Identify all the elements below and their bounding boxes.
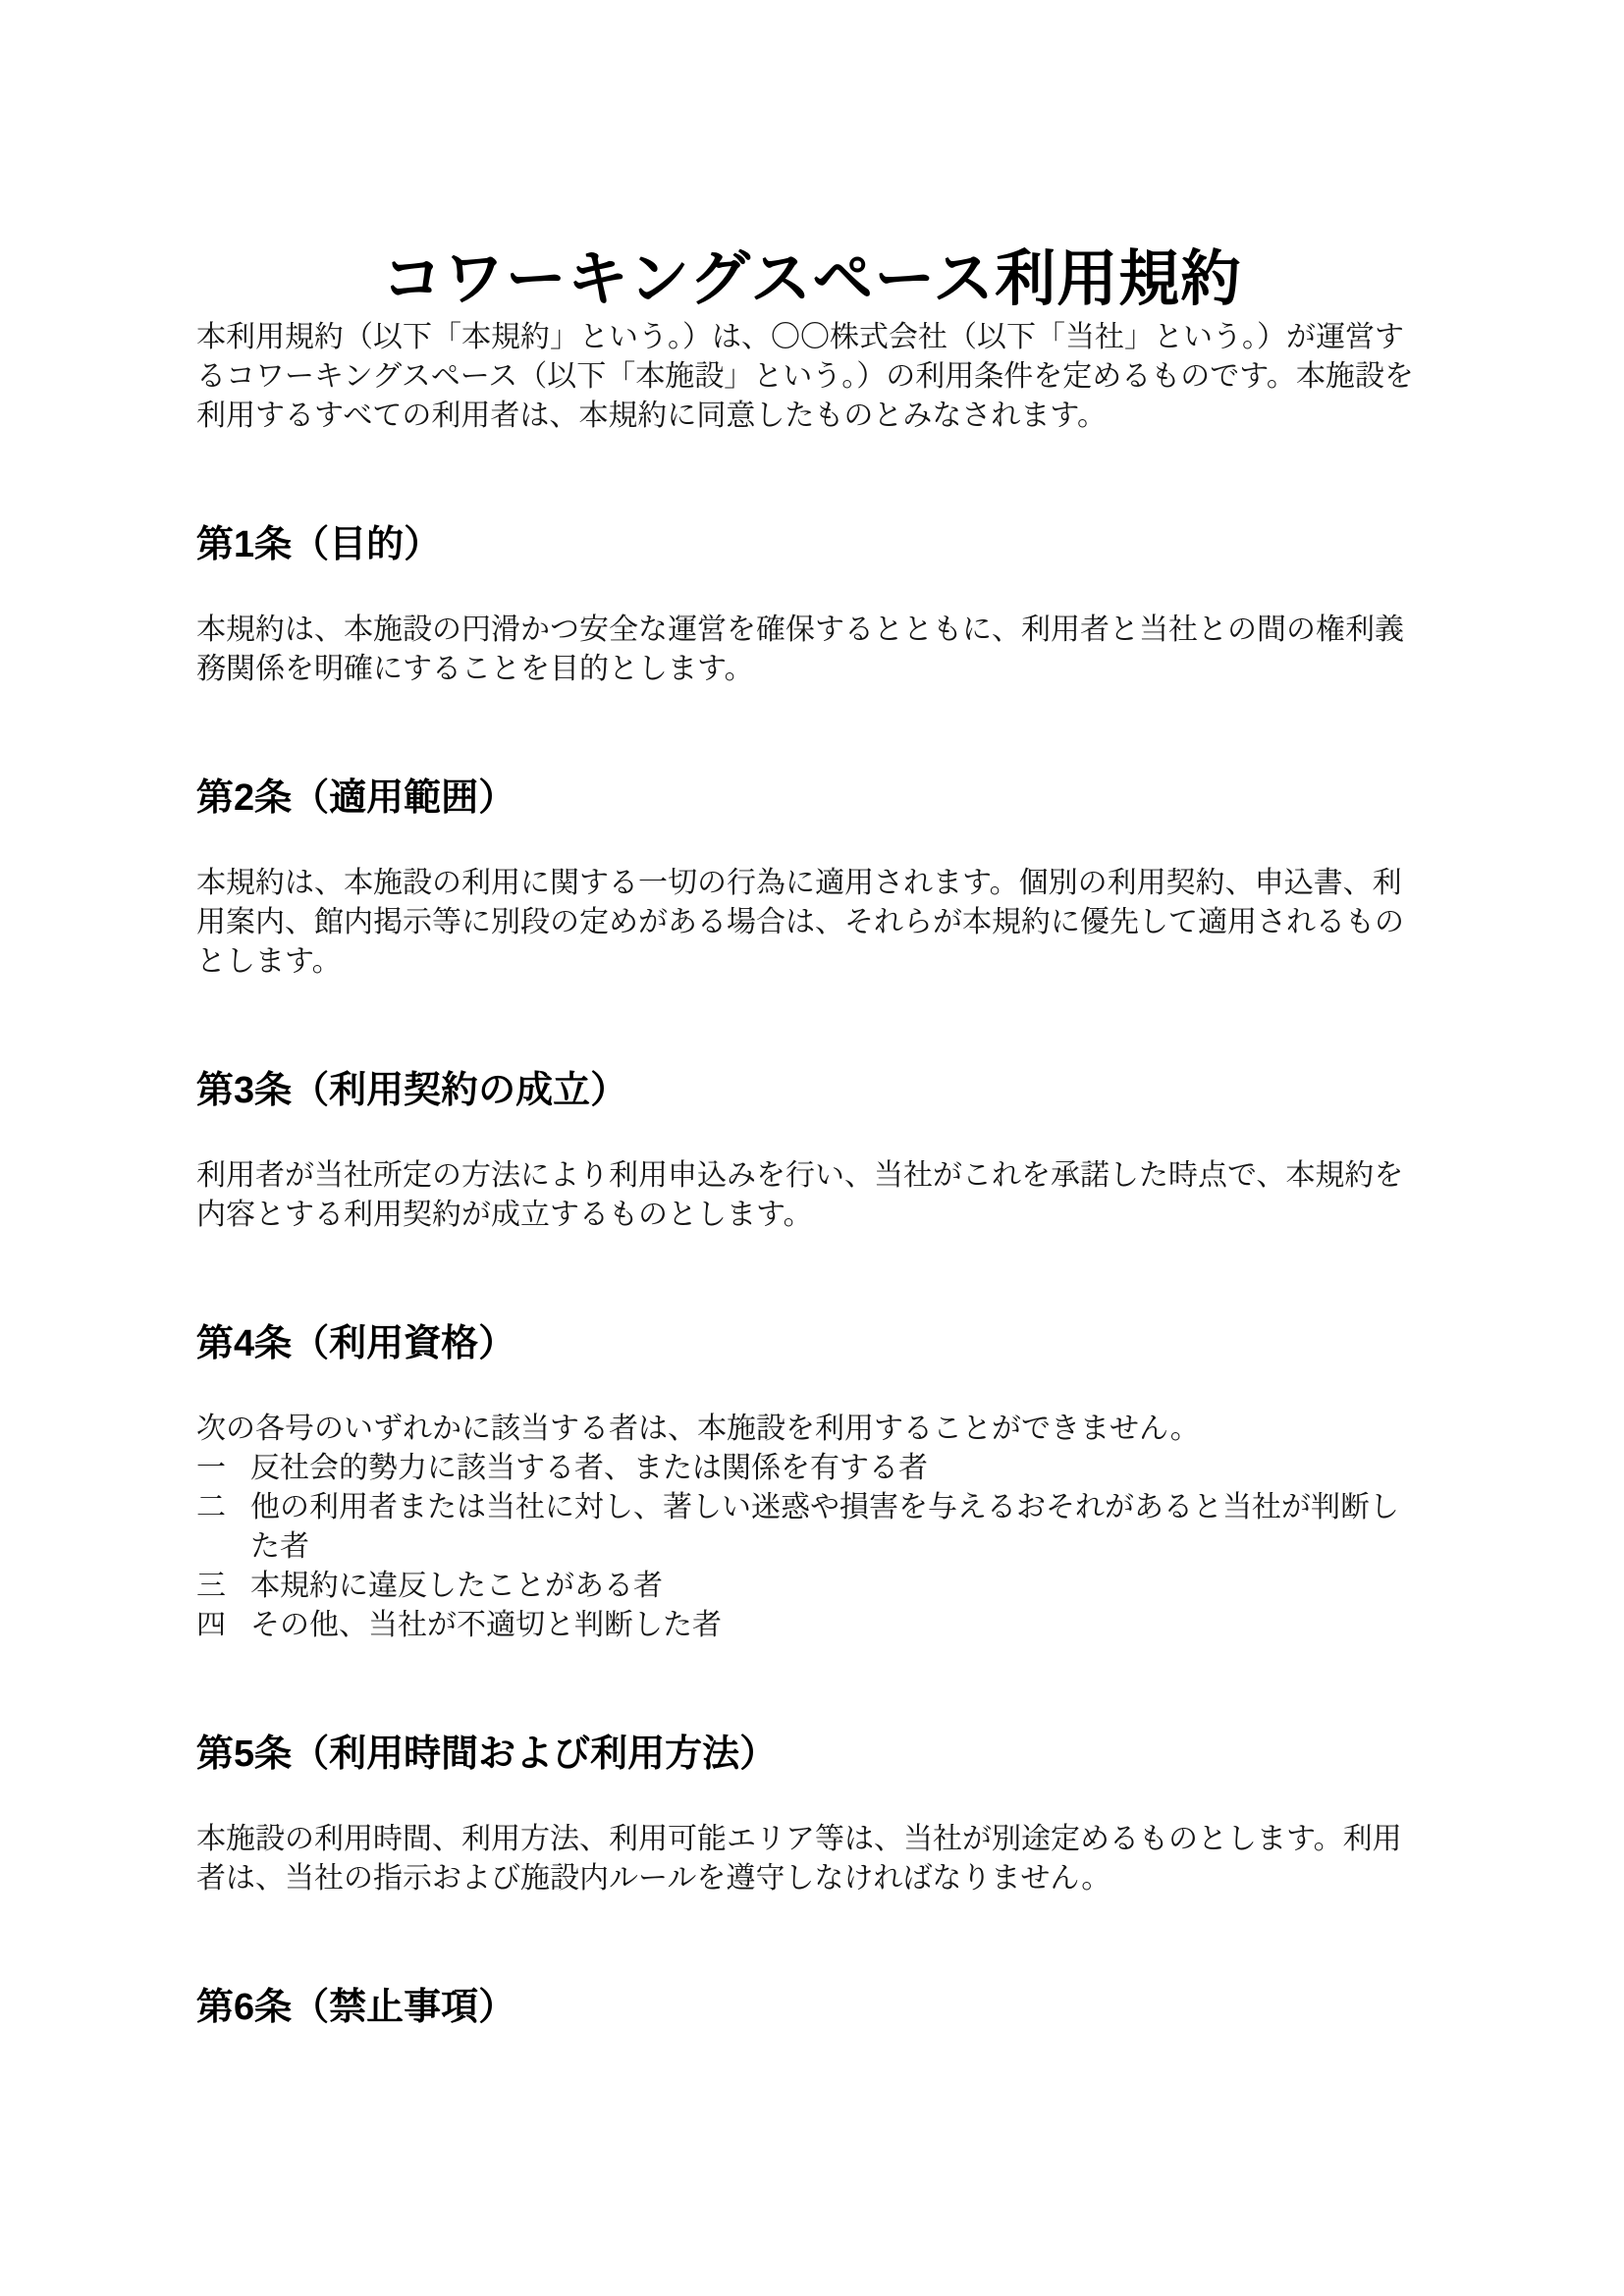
list-item-number: 四	[196, 1609, 226, 1641]
list-item-text: その他、当社が不適切と判断した者	[250, 1609, 722, 1641]
list-item-text: 他の利用者または当社に対し、著しい迷惑や損害を与えるおそれがあると当社が判断した者	[250, 1491, 1399, 1563]
section-article-6	[196, 1985, 1428, 2030]
list-item	[196, 1567, 1428, 1606]
section-article-5	[196, 1732, 1428, 1898]
article-6-heading: 第6条（禁止事項）	[196, 1987, 516, 2028]
list-item-text: 反社会的勢力に該当する者、または関係を有する者	[250, 1452, 928, 1484]
article-1-body: 本規約は、本施設の円滑かつ安全な運営を確保するとともに、利用者と当社との間の権利義務関係を明確にすることを目的とします。	[196, 614, 1404, 685]
article-3-heading: 第3条（利用契約の成立）	[196, 1070, 628, 1111]
intro-paragraph: 本利用規約（以下「本規約」という。）は、〇〇株式会社（以下「当社」という。）が運営するコワーキングスペース（以下「本施設」という。）の利用条件を定めるものです。本施設を利用するすべての利用者は、本規約に同意したものとみなされます。	[196, 321, 1414, 432]
article-2-heading: 第2条（適用範囲）	[196, 777, 516, 819]
list-item-number: 三	[196, 1570, 226, 1602]
article-5-heading: 第5条（利用時間および利用方法）	[196, 1734, 778, 1775]
list-item-number: 一	[196, 1452, 226, 1484]
list-item	[196, 1606, 1428, 1645]
article-4-item-list	[196, 1449, 1428, 1645]
article-2-body: 本規約は、本施設の利用に関する一切の行為に適用されます。個別の利用契約、申込書、利用案内、館内掲示等に別段の定めがある場合は、それらが本規約に優先して適用されるものとします。	[196, 867, 1404, 978]
article-4-heading: 第4条（利用資格）	[196, 1323, 516, 1364]
list-item	[196, 1449, 1428, 1488]
article-3-body: 利用者が当社所定の方法により利用申込みを行い、当社がこれを承諾した時点で、本規約を内容とする利用契約が成立するものとします。	[196, 1159, 1404, 1231]
section-article-2	[196, 775, 1428, 982]
list-item-number: 二	[196, 1491, 226, 1523]
article-1-heading: 第1条（目的）	[196, 524, 442, 565]
section-article-1	[196, 522, 1428, 689]
section-article-3	[196, 1068, 1428, 1235]
article-5-body: 本施設の利用時間、利用方法、利用可能エリア等は、当社が別途定めるものとします。利用者は、当社の指示および施設内ルールを遵守しなければなりません。	[196, 1823, 1402, 1895]
list-item-text: 本規約に違反したことがある者	[250, 1570, 663, 1602]
article-4-body: 次の各号のいずれかに該当する者は、本施設を利用することができません。	[196, 1413, 1200, 1445]
list-item	[196, 1488, 1428, 1567]
section-article-4	[196, 1321, 1428, 1645]
document-title: コワーキングスペース利用規約	[381, 245, 1243, 313]
